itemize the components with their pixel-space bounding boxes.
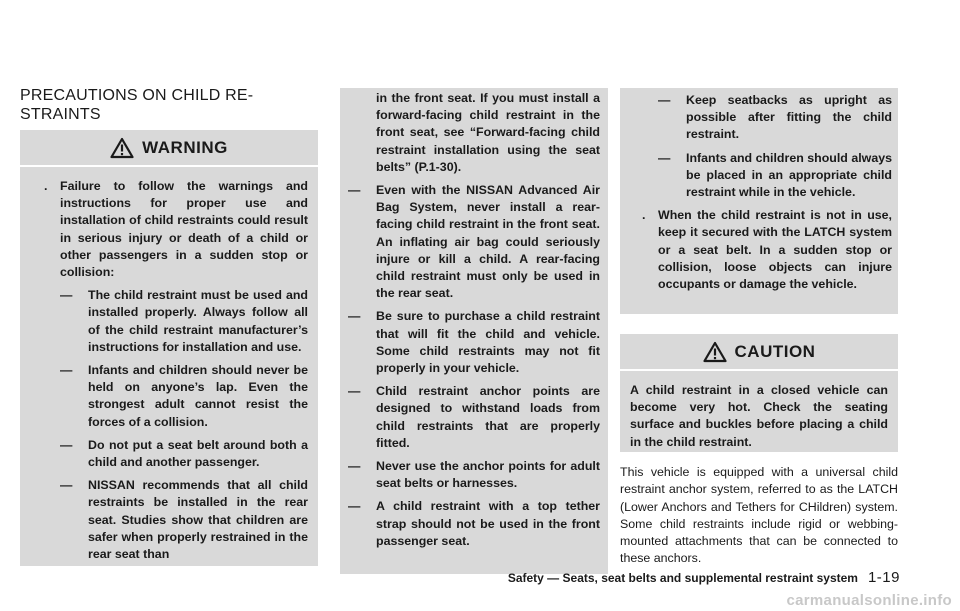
watermark: carmanualsonline.info	[786, 592, 952, 609]
warning-bullet-2	[630, 207, 892, 293]
section-title-line-2: STRAINTS	[20, 106, 101, 123]
warning-item-text: Infants and children should always be placed in an appropriate child restraint while in the vehicle.	[686, 150, 892, 200]
warning-item	[658, 150, 892, 202]
warning-bullet-1-text: Failure to follow the warnings and instructions for proper use and installation of child restraints could result in serious injury or death of a child or other passengers in a sudden stop or collision:	[60, 179, 308, 280]
bullet-mark: .	[642, 208, 646, 223]
warning-box-continued	[340, 88, 608, 574]
body-paragraph: This vehicle is equipped with a universal child restraint anchor system, referred to as the LATCH (Lower Anchors and Tethers for CHildren) system. Some child restraints include rigid or webbing-mounted attachments that can be connected to these anchors.	[620, 465, 898, 566]
warning-item	[348, 498, 600, 550]
warning-item-continued	[348, 90, 600, 176]
warning-item	[60, 287, 308, 356]
warning-item-text: Child restraint anchor points are designed to withstand loads from child restraints that are properly fitted.	[376, 384, 600, 450]
dash-mark: —	[348, 309, 361, 324]
warning-item	[348, 458, 600, 492]
caution-label: CAUTION	[734, 341, 816, 361]
warning-triangle-icon	[110, 137, 134, 159]
warning-item-text: A child restraint with a top tether strap should not be used in the front passenger seat.	[376, 499, 600, 548]
dash-mark: —	[348, 499, 361, 514]
dash-mark: —	[60, 437, 73, 452]
dash-mark: —	[658, 150, 671, 165]
warning-triangle-icon	[703, 341, 727, 363]
warning-item-text: Even with the NISSAN Advanced Air Bag System, never install a rear-facing child restraint in the front seat. An inflating air bag could seriously injure or kill a child. A rear-facing child restraint must only be used in the rear seat.	[376, 183, 600, 301]
warning-box	[20, 130, 318, 566]
dash-mark: —	[60, 363, 73, 378]
warning-banner	[20, 130, 318, 167]
warning-left-content	[32, 178, 308, 563]
warning-label: WARNING	[142, 137, 228, 157]
warning-bullet-2-text: When the child restraint is not in use, keep it secured with the LATCH system or a seat belt. In a sudden stop or collision, loose objects can injure occupants or damage the vehicle.	[658, 208, 892, 292]
dash-mark: —	[658, 93, 671, 107]
caution-box	[620, 334, 898, 452]
dash-mark: —	[348, 459, 361, 474]
warning-item-text: Keep seatbacks as upright as possible after fitting the child restraint.	[686, 93, 892, 142]
bullet-mark: .	[44, 179, 48, 193]
warning-mid-content	[348, 90, 600, 550]
warning-item	[348, 308, 600, 377]
dash-mark: —	[348, 183, 361, 198]
warning-item-text: in the front seat. If you must install a forward-facing child restraint in the front seat, see “Forward-facing child restraint installation using the seat belts” (P.1-30).	[376, 91, 600, 174]
caution-banner	[620, 334, 898, 371]
dash-mark: —	[60, 288, 73, 303]
warning-right-content	[630, 92, 892, 293]
warning-item-text: Infants and children should never be held on anyone’s lap. Even the strongest adult cannot resist the forces of a collision.	[88, 363, 308, 429]
page-footer	[480, 569, 900, 589]
dash-mark: —	[60, 478, 73, 493]
warning-box-continued-2	[620, 88, 898, 314]
warning-item-text: Do not put a seat belt around both a child and another passenger.	[88, 437, 308, 470]
warning-item-text: Never use the anchor points for adult seat belts or harnesses.	[376, 459, 600, 491]
page-number: 1-19	[867, 569, 900, 586]
dash-mark: —	[348, 384, 361, 399]
warning-item	[60, 477, 308, 563]
section-title-line-1: PRECAUTIONS ON CHILD RE-	[20, 87, 254, 104]
warning-bullet-1	[32, 178, 308, 563]
warning-item	[658, 92, 892, 144]
caution-text: A child restraint in a closed vehicle can become very hot. Check the seating surface and buckles before placing a child in the child restraint.	[630, 383, 888, 449]
warning-item-text: NISSAN recommends that all child restraints be installed in the rear seat. Studies show that children are safer when properly restrained in the rear seat than	[88, 478, 308, 562]
section-title	[20, 86, 290, 124]
warning-item-text: The child restraint must be used and installed properly. Always follow all of the child restraint manufacturer’s instructions for installation and use.	[88, 288, 308, 354]
caution-content	[630, 382, 888, 451]
warning-item	[60, 437, 308, 471]
warning-item	[348, 182, 600, 302]
warning-item	[348, 383, 600, 452]
warning-item-text: Be sure to purchase a child restraint that will fit the child and vehicle. Some child restraints may not fit properly in your vehicle.	[376, 309, 600, 376]
footer-section-title: Safety — Seats, seat belts and supplemental restraint system	[507, 571, 858, 585]
warning-item	[60, 362, 308, 431]
